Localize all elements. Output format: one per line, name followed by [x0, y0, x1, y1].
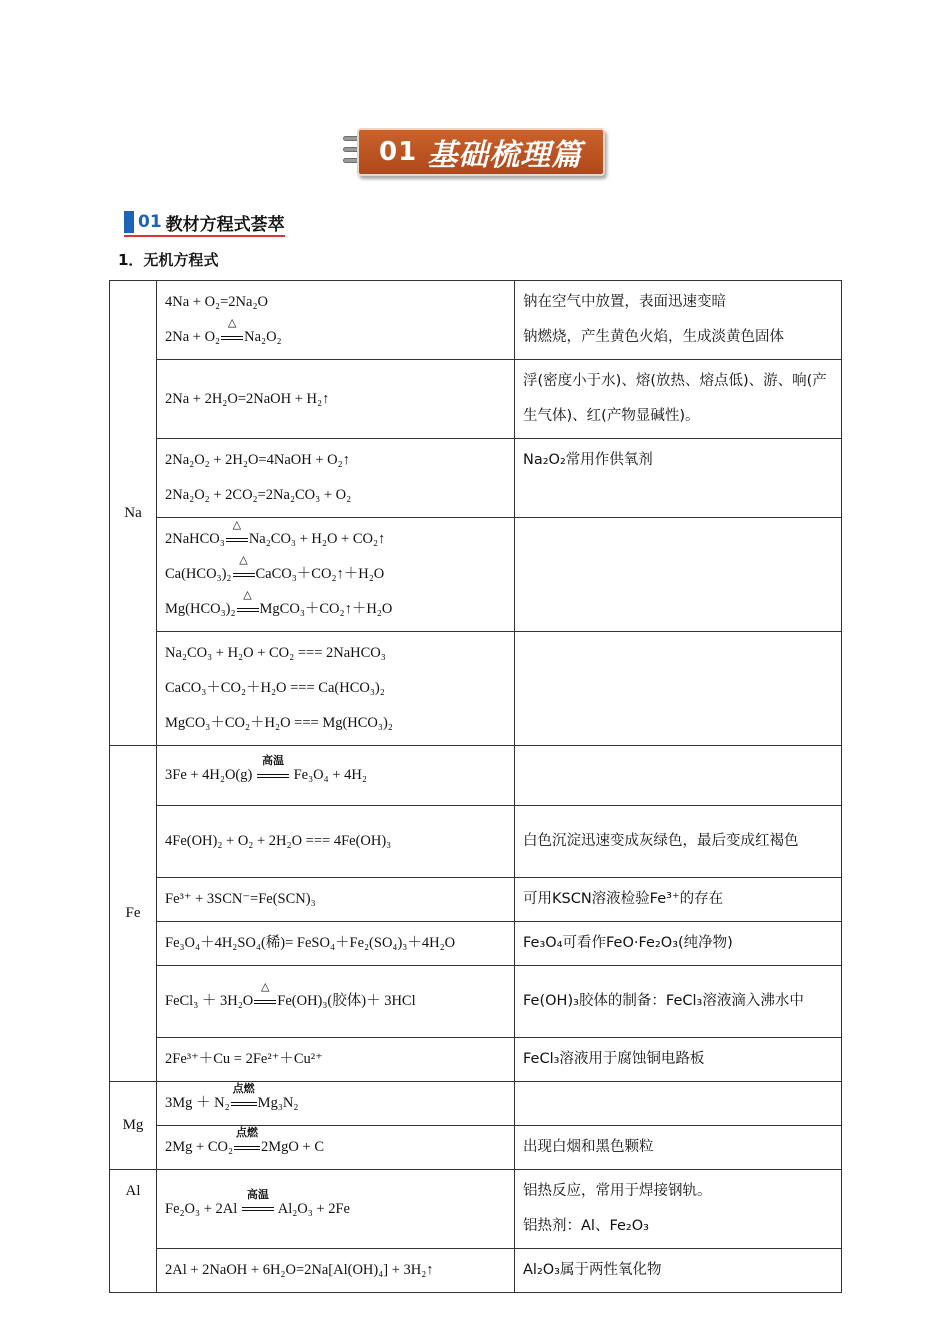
section-heading — [124, 210, 285, 237]
note-cell: 白色沉淀迅速变成灰绿色，最后变成红褐色 — [515, 806, 842, 878]
equation-cell: 3Mg ＋ N₂ 点燃 Mg₃N₂ — [157, 1082, 515, 1126]
note-cell: 可用KSCN溶液检验Fe³⁺的存在 — [515, 878, 842, 922]
table-row — [110, 878, 842, 922]
banner-number: 01 — [379, 137, 418, 167]
note-cell — [515, 1082, 842, 1126]
banner-title: 基础梳理篇 — [427, 138, 583, 173]
note-cell: Fe₃O₄可看作FeO·Fe₂O₃(纯净物) — [515, 922, 842, 966]
equation-cell: 4Fe(OH)₂ + O₂ + 2H₂O === 4Fe(OH)₃ — [157, 806, 515, 878]
table-row — [110, 1038, 842, 1082]
section-number: 01 — [138, 212, 162, 232]
equation-cell: Fe₃O₄＋4H₂SO₄(稀)= FeSO₄＋Fe₂(SO₄)₃＋4H₂O — [157, 922, 515, 966]
equation-cell: 2Fe³⁺＋Cu = 2Fe²⁺＋Cu²⁺ — [157, 1038, 515, 1082]
element-mg: Mg — [110, 1082, 157, 1170]
equation-table — [109, 280, 842, 1293]
note-cell — [515, 746, 842, 806]
note-cell: Al₂O₃属于两性氧化物 — [515, 1249, 842, 1293]
equation-cell: Fe³⁺ + 3SCN⁻=Fe(SCN)₃ — [157, 878, 515, 922]
table-row — [110, 439, 842, 518]
table-row — [110, 632, 842, 746]
table-row — [110, 1126, 842, 1170]
equation-cell: 2Al + 2NaOH + 6H₂O=2Na[Al(OH)₄] + 3H₂↑ — [157, 1249, 515, 1293]
equation-cell: Fe₂O₃ + 2Al 高温 Al₂O₃ + 2Fe — [157, 1170, 515, 1249]
note-cell — [515, 632, 842, 746]
element-al: Al — [110, 1170, 157, 1293]
note-cell: 浮(密度小于水)、熔(放热、熔点低)、游、响(产生气体)、红(产物显碱性)。 — [515, 360, 842, 439]
table-row — [110, 922, 842, 966]
table-row — [110, 281, 842, 360]
note-cell: FeCl₃溶液用于腐蚀铜电路板 — [515, 1038, 842, 1082]
equation-cell: 2Na + 2H₂O=2NaOH + H₂↑ — [157, 360, 515, 439]
note-cell: 出现白烟和黑色颗粒 — [515, 1126, 842, 1170]
equation-cell: 4Na + O₂=2Na₂O 2Na + O₂ △ Na₂O₂ — [157, 281, 515, 360]
equation-cell: 3Fe + 4H₂O(g) 高温 Fe₃O₄ + 4H₂ — [157, 746, 515, 806]
table-row — [110, 806, 842, 878]
note-cell: Fe(OH)₃胶体的制备：FeCl₃溶液滴入沸水中 — [515, 966, 842, 1038]
equation-cell: 2Mg + CO₂ 点燃 2MgO + C — [157, 1126, 515, 1170]
note-cell: Na₂O₂常用作供氧剂 — [515, 439, 842, 518]
element-na: Na — [110, 281, 157, 746]
table-row — [110, 1249, 842, 1293]
table-row — [110, 1170, 842, 1249]
equation-cell: 2Na₂O₂ + 2H₂O=4NaOH + O₂↑ 2Na₂O₂ + 2CO₂=2Na₂CO₃ + O₂ — [157, 439, 515, 518]
section-title: 教材方程式荟萃 — [165, 214, 285, 235]
element-fe: Fe — [110, 746, 157, 1082]
banner-plate — [357, 128, 605, 176]
table-row — [110, 966, 842, 1038]
subsection-title: 1．无机方程式 — [118, 251, 219, 269]
equation-cell: 2NaHCO₃ △ Na₂CO₃ + H₂O + CO₂↑ Ca(HCO₃)₂ △ CaCO₃＋CO₂↑＋H₂O Mg(HCO₃)₂ △ MgCO₃＋CO₂↑＋H₂O — [157, 518, 515, 632]
note-cell — [515, 518, 842, 632]
note-cell: 铝热反应，常用于焊接钢轨。 铝热剂：Al、Fe₂O₃ — [515, 1170, 842, 1249]
table-row — [110, 518, 842, 632]
table-row — [110, 1082, 842, 1126]
equation-cell: FeCl₃ ＋ 3H₂O △ Fe(OH)₃(胶体)＋ 3HCl — [157, 966, 515, 1038]
equation-cell: Na₂CO₃ + H₂O + CO₂ === 2NaHCO₃ CaCO₃＋CO₂＋H₂O === Ca(HCO₃)₂ MgCO₃＋CO₂＋H₂O === Mg(HCO₃)₂ — [157, 632, 515, 746]
note-cell: 钠在空气中放置，表面迅速变暗 钠燃烧，产生黄色火焰，生成淡黄色固体 — [515, 281, 842, 360]
table-row — [110, 360, 842, 439]
section-banner — [343, 126, 607, 180]
table-row — [110, 746, 842, 806]
section-marker-icon — [124, 211, 134, 233]
